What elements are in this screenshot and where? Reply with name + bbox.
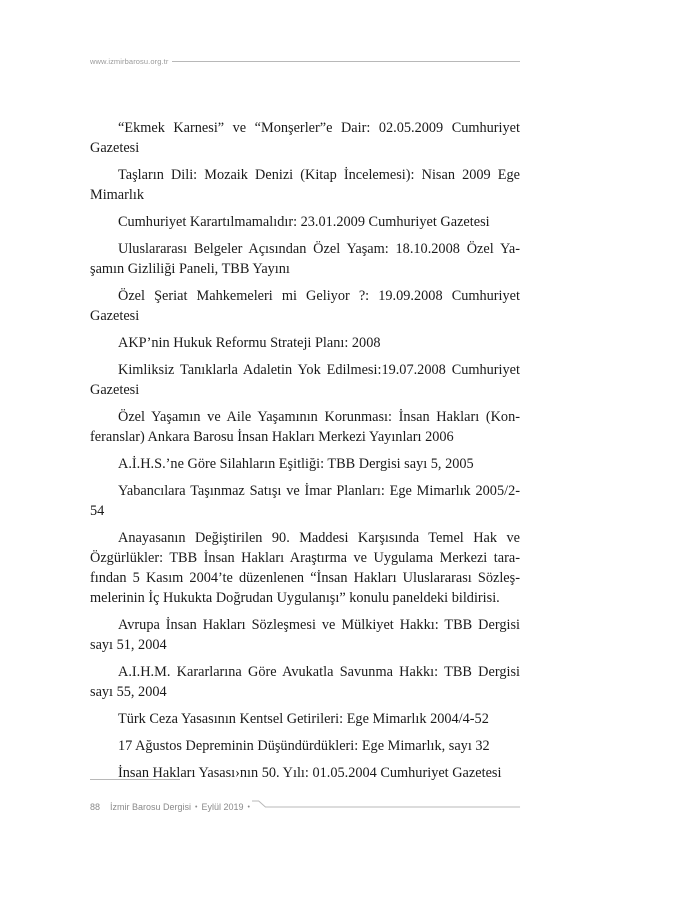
bibliography-entry: Yabancılara Taşınmaz Satışı ve İmar Planları: Ege Mimarlık 2005/2-54 [90, 483, 520, 519]
footnote-rule [90, 779, 180, 780]
bibliography-entry: Özel Yaşamın ve Aile Yaşamının Korunması: İnsan Hakları (Konferanslar) Ankara Barosu İnsan Hakları Merkezi Yayınları 2006 [90, 409, 520, 445]
footer-text [90, 802, 250, 812]
bibliography-entry: Avrupa İnsan Hakları Sözleşmesi ve Mülkiyet Hakkı: TBB Dergisi sayı 51, 2004 [90, 617, 520, 653]
bibliography-entry: AKP’nin Hukuk Reformu Strateji Planı: 2008 [118, 335, 381, 351]
bibliography-entry: Cumhuriyet Karartılmamalıdır: 23.01.2009 Cumhuriyet Gazetesi [118, 214, 490, 230]
bibliography-entry: Türk Ceza Yasasının Kentsel Getirileri: Ege Mimarlık 2004/4-52 [118, 711, 489, 727]
bibliography-entry: A.I.H.M. Kararlarına Göre Avukatla Savunma Hakkı: TBB Dergisi sayı 55, 2004 [90, 664, 520, 700]
bibliography-entry: “Ekmek Karnesi” ve “Monşerler”e Dair: 02.05.2009 Cumhuriyet Gazetesi [90, 120, 520, 156]
footer-rule-line [252, 800, 520, 814]
bibliography-entry: İnsan Hakları Yasası›nın 50. Yılı: 01.05.2004 Cumhuriyet Gazetesi [118, 765, 502, 781]
footer-separator: • [247, 803, 250, 811]
bibliography-list [90, 118, 520, 790]
page-footer [90, 800, 520, 814]
bibliography-entry: Taşların Dili: Mozaik Denizi (Kitap İncelemesi): Nisan 2009 Ege Mimarlık [90, 167, 520, 203]
issue-date: Eylül 2019 [201, 802, 244, 812]
page-header [90, 54, 520, 68]
header-rule [172, 61, 520, 62]
bibliography-entry: Uluslararası Belgeler Açısından Özel Yaşam: 18.10.2008 Özel Yaşamın Gizliliği Paneli, TBB Yayını [90, 241, 520, 277]
journal-name: İzmir Barosu Dergisi [110, 802, 192, 812]
site-url: www.izmirbarosu.org.tr [90, 56, 169, 66]
bibliography-entry: 17 Ağustos Depreminin Düşündürdükleri: Ege Mimarlık, sayı 32 [118, 738, 490, 754]
bibliography-entry: A.İ.H.S.’ne Göre Silahların Eşitliği: TBB Dergisi sayı 5, 2005 [118, 456, 474, 472]
page-number: 88 [90, 802, 101, 812]
bibliography-entry: Anayasanın Değiştirilen 90. Maddesi Karşısında Temel Hak ve Özgürlükler: TBB İnsan Hakları Araştırma ve Uygulama Merkezi tarafından 5 Kasım 2004’te düzenlenen “İnsan Hakları Uluslararası Sözleşmelerinin İç Hukukta Doğrudan Uygulanışı” konulu paneldeki bildirisi. [90, 530, 520, 606]
bibliography-entry: Özel Şeriat Mahkemeleri mi Geliyor ?: 19.09.2008 Cumhuriyet Gazetesi [90, 288, 520, 324]
footer-rule [252, 800, 520, 814]
bibliography-entry: Kimliksiz Tanıklarla Adaletin Yok Edilmesi:19.07.2008 Cumhuriyet Gazetesi [90, 362, 520, 398]
footer-separator: • [195, 803, 198, 811]
